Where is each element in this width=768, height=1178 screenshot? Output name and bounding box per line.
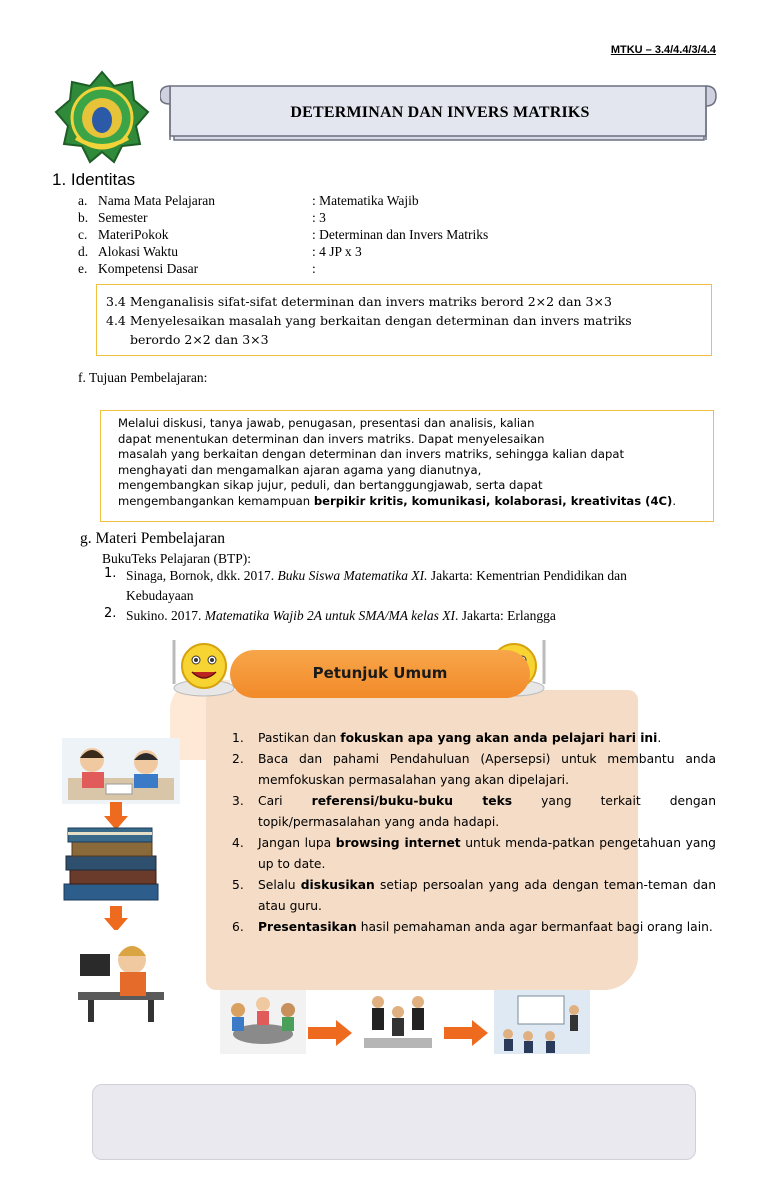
point-bold: browsing internet: [335, 836, 461, 850]
point-text: untuk menda-patkan pengetahuan yang up to date.: [258, 836, 716, 871]
row-label: MateriPokok: [98, 227, 169, 242]
arrow-right-icon: [308, 1020, 352, 1051]
reference-cont: Kebudayaan: [126, 588, 194, 603]
tujuan-line: Melalui diskusi, tanya jawab, penugasan, presentasi dan analisis, kalian: [118, 416, 535, 430]
kd-line: 3.4 Menganalisis sifat-sifat determinan dan invers matriks berord 2×2 dan 3×3: [106, 294, 612, 309]
row-label: Semester: [98, 210, 148, 225]
point-text: .: [657, 731, 662, 745]
tujuan-line-prefix: mengembangankan kemampuan: [118, 493, 314, 508]
point-number: 1.: [232, 731, 244, 745]
row-value: : 4 JP x 3: [312, 244, 362, 259]
students-studying-image: [62, 738, 180, 804]
presentation-room-image: [494, 990, 590, 1054]
student-computer-image: [76, 930, 166, 1024]
reference-title: Buku Siswa Matematika XI.: [277, 568, 428, 583]
reference-number: 1.: [104, 566, 117, 581]
point-bold: referensi/buku-buku teks: [311, 794, 513, 808]
tujuan-text: [118, 416, 714, 510]
reference-post: . Jakarta: Erlangga: [454, 608, 556, 623]
point-text: Jangan lupa: [258, 836, 336, 850]
point-number: 2.: [232, 752, 244, 766]
tujuan-4c: berpikir kritis, komunikasi, kolaborasi, kreativitas (4C): [313, 493, 673, 508]
btp-label: BukuTeks Pelajaran (BTP):: [102, 551, 252, 566]
petunjuk-point: [232, 917, 716, 938]
point-bold: fokuskan apa yang akan anda pelajari hari ini: [340, 731, 658, 745]
reference-number: 2.: [104, 606, 117, 621]
tujuan-line: mengembangkan sikap jujur, peduli, dan bertanggungjawab, serta dapat: [118, 478, 543, 493]
kd-line: 4.4 Menyelesaikan masalah yang berkaitan dengan determinan dan invers matriks: [106, 313, 632, 328]
row-value: : Determinan dan Invers Matriks: [312, 227, 489, 242]
point-bold: Presentasikan: [258, 920, 357, 934]
page-title: DETERMINAN DAN INVERS MATRIKS: [290, 104, 590, 121]
reference-post: Jakarta: Kementrian Pendidikan dan: [427, 568, 627, 583]
petunjuk-point: [232, 728, 716, 749]
tujuan-line: dapat menentukan determinan dan invers matriks. Dapat menyelesaikan: [118, 431, 545, 446]
row-letter: c.: [78, 227, 88, 242]
point-text: Baca dan pahami Pendahuluan (Apersepsi) untuk membantu anda memfokuskan permasalahan yang akan dipelajari.: [258, 752, 716, 787]
row-letter: e.: [78, 261, 88, 276]
petunjuk-point: [232, 749, 716, 791]
section-heading-identitas: 1. Identitas: [52, 170, 136, 189]
smiley-chef-icon: [166, 634, 236, 703]
petunjuk-point: [232, 833, 716, 875]
row-label: Nama Mata Pelajaran: [98, 193, 215, 208]
document-code: MTKU – 3.4/4.4/3/4.4: [610, 44, 716, 56]
school-logo: [52, 68, 152, 168]
point-bold: diskusikan: [300, 878, 375, 892]
section-heading-materi: g. Materi Pembelajaran: [80, 530, 226, 547]
petunjuk-point: [232, 875, 716, 917]
arrow-right-icon: [444, 1020, 488, 1051]
row-letter: b.: [78, 210, 89, 225]
point-text: Selalu: [258, 878, 301, 892]
reference-pre: Sukino. 2017.: [126, 608, 205, 623]
point-number: 4.: [232, 836, 244, 850]
row-value: :: [312, 261, 316, 276]
row-label: Alokasi Waktu: [98, 244, 179, 259]
reference-pre: Sinaga, Bornok, dkk. 2017.: [126, 568, 278, 583]
row-letter: a.: [78, 193, 88, 208]
tujuan-line-suffix: .: [672, 493, 677, 508]
row-value: : 3: [312, 210, 326, 225]
tujuan-line: [118, 494, 714, 510]
tujuan-line: menghayati dan mengamalkan ajaran agama yang dianutnya,: [118, 462, 482, 477]
row-label: Kompetensi Dasar: [98, 261, 199, 276]
point-number: 5.: [232, 878, 244, 892]
row-value: : Matematika Wajib: [312, 193, 419, 208]
petunjuk-point: [232, 791, 716, 833]
books-stack-image: [60, 822, 164, 906]
point-number: 6.: [232, 920, 244, 934]
petunjuk-title: Petunjuk Umum: [312, 664, 448, 682]
point-text: setiap persoalan yang ada dengan teman-teman dan atau guru.: [258, 878, 716, 913]
point-text: Cari: [258, 794, 312, 808]
tujuan-label: f. Tujuan Pembelajaran:: [78, 370, 208, 385]
group-discussion-image: [220, 990, 306, 1054]
point-text: hasil pemahaman anda agar bermanfaat bagi orang lain.: [356, 920, 713, 934]
notes-box: [92, 1084, 696, 1160]
point-text: Pastikan dan: [258, 731, 341, 745]
point-number: 3.: [232, 794, 244, 808]
meeting-people-image: [358, 990, 438, 1054]
kd-line: berordo 2×2 dan 3×3: [130, 332, 269, 347]
point-text: yang terkait dengan topik/permasalahan yang anda hadapi.: [258, 794, 717, 829]
tujuan-line: masalah yang berkaitan dengan determinan dan invers matriks, sehingga kalian dapat: [118, 447, 624, 462]
reference-title: Matematika Wajib 2A untuk SMA/MA kelas XI: [204, 608, 455, 623]
row-letter: d.: [78, 244, 89, 259]
